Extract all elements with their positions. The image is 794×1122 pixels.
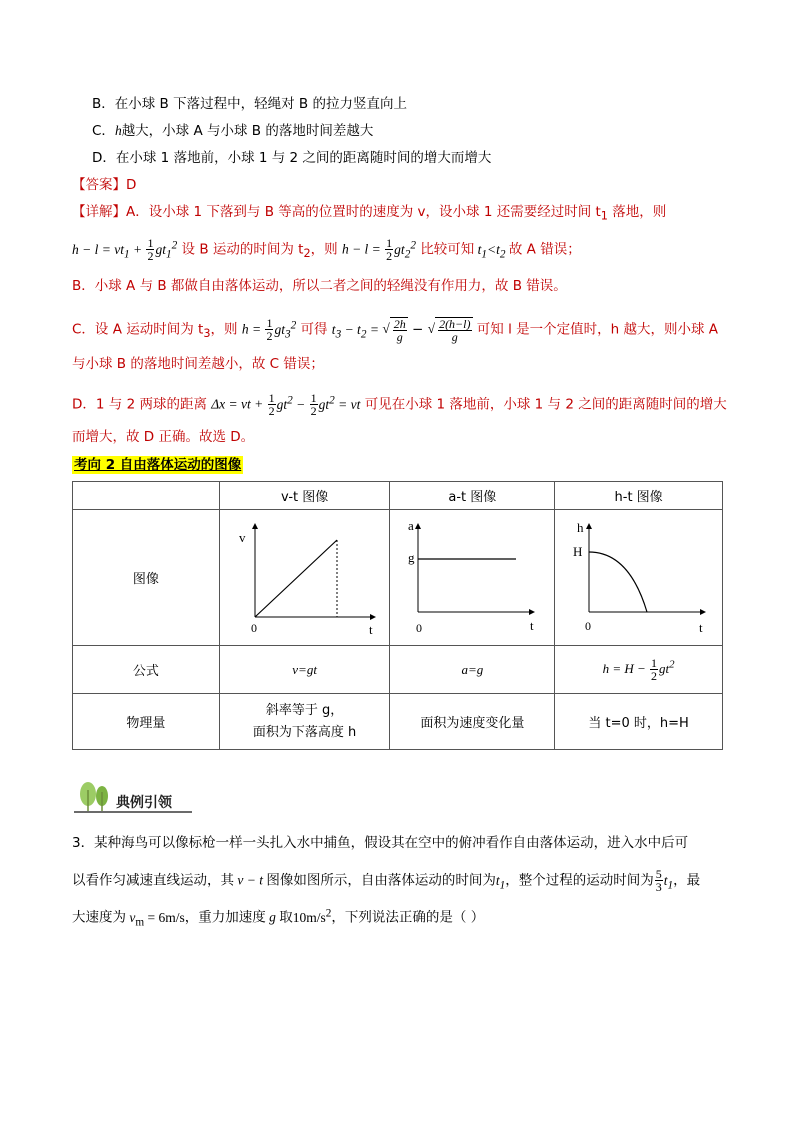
formula-at: a=g (390, 646, 555, 694)
row-label-physics: 物理量 (73, 694, 220, 750)
section-title: 考向 2 自由落体运动的图像 (74, 457, 242, 473)
at-zero-label: 0 (416, 620, 423, 635)
graphs-table (72, 481, 723, 750)
detail-b-line: B．小球 A 与 B 都做自由落体运动，所以二者之间的轻绳没有作用力，故 B 错误。 (72, 278, 567, 294)
detail-d-line2: 而增大，故 D 正确。故选 D。 (72, 429, 255, 445)
vt-t-label: t (368, 621, 373, 637)
header-vt: v-t 图像 (219, 482, 390, 510)
detail-c-line2: 与小球 B 的落地时间差越小，故 C 错误； (72, 356, 324, 372)
ht-h-label: h (576, 519, 584, 535)
detail-c-line1: C．设 A 运动时间为 $t_3$，则 h = $\frac{1}{2}$ $gt_3^2$ 可得 $t_3 - t_2$ = √ $\frac{2h}{g}$ − √ $\frac{2(h-l)}{g}$ 可知 l 是一个定值时，h 越大，则小球 A (72, 316, 719, 344)
vt-v-label: v (238, 529, 246, 545)
vt-zero-label: 0 (250, 620, 257, 635)
physics-vt (219, 694, 390, 750)
physics-vt-line1: 斜率等于 g， (265, 702, 344, 718)
detail-a-line1: 【详解】A．设小球 1 下落到与 B 等高的位置时的速度为 v，设小球 1 还需要经过时间 $t_1$ 落地，则 (72, 204, 667, 223)
ht-t-label: t (698, 619, 703, 635)
ht-H-label: H (572, 543, 582, 559)
physics-ht: 当 t=0 时，h=H (555, 694, 723, 750)
option-b: B．在小球 B 下落过程中，轻绳对 B 的拉力竖直向上 (92, 96, 407, 112)
row-label-graph: 图像 (73, 510, 220, 646)
ht-graph (559, 512, 719, 640)
question-line3: 大速度为 $v_m = 6m/s$，重力加速度 g 取$10m/s^2$，下列说法正确的是（ ） (72, 907, 485, 929)
ht-curve (589, 552, 647, 612)
at-t-label: t (530, 617, 534, 633)
question-line1: 3．某种海鸟可以像标枪一样一头扎入水中捕鱼，假设其在空中的俯冲看作自由落体运动，进入水中后可 (72, 835, 689, 851)
header-at: a-t 图像 (390, 482, 555, 510)
physics-vt-line2: 面积为下落高度 h (252, 724, 357, 740)
formula-ht: h = H − $\frac{1}{2}$ $gt^2$ (555, 646, 723, 694)
option-d: D．在小球 1 落地前，小球 1 与 2 之间的距离随时间的增大而增大 (92, 150, 492, 166)
vt-graph (225, 512, 385, 640)
ht-graph-cell (555, 510, 723, 646)
row-label-formula: 公式 (73, 646, 220, 694)
table-corner (73, 482, 220, 510)
detail-d-line1: D．1 与 2 两球的距离 Δx = vt + $\frac{1}{2}$ $gt^2$ − $\frac{1}{2}$ $gt^2$ = vt 可见在小球 1 落地前，小球 1 与 2 之间的距离随时间的增大 (72, 391, 727, 418)
formula-vt: v=gt (219, 646, 390, 694)
at-graph-cell (390, 510, 555, 646)
question-line2: 以看作匀减速直线运动，其 v − t 图像如图所示，自由落体运动的时间为$t_1$，整个过程的运动时间为 $\frac{5}{3}$ $t_1$，最 (72, 867, 701, 894)
at-a-label: a (408, 517, 415, 533)
vt-graph-cell (219, 510, 390, 646)
ht-zero-label: 0 (584, 618, 591, 633)
at-graph (394, 512, 550, 640)
at-g-label: g (408, 549, 415, 565)
answer-line: 【答案】D (72, 177, 137, 193)
header-ht: h-t 图像 (555, 482, 723, 510)
option-c: C．h越大，小球 A 与小球 B 的落地时间差越大 (92, 123, 374, 139)
physics-at: 面积为速度变化量 (390, 694, 555, 750)
detail-a-line2: $h - l = vt_1$ + $\frac{1}{2}$ $gt_1^2$ 设 B 运动的时间为 $t_2$，则 h − l = $\frac{1}{2}$ $gt_2^2$ 比较可知 $t_1<t_2$ 故 A 错误； (72, 236, 581, 263)
banner-title: 典例引领 (116, 795, 172, 811)
vt-line (255, 540, 337, 617)
